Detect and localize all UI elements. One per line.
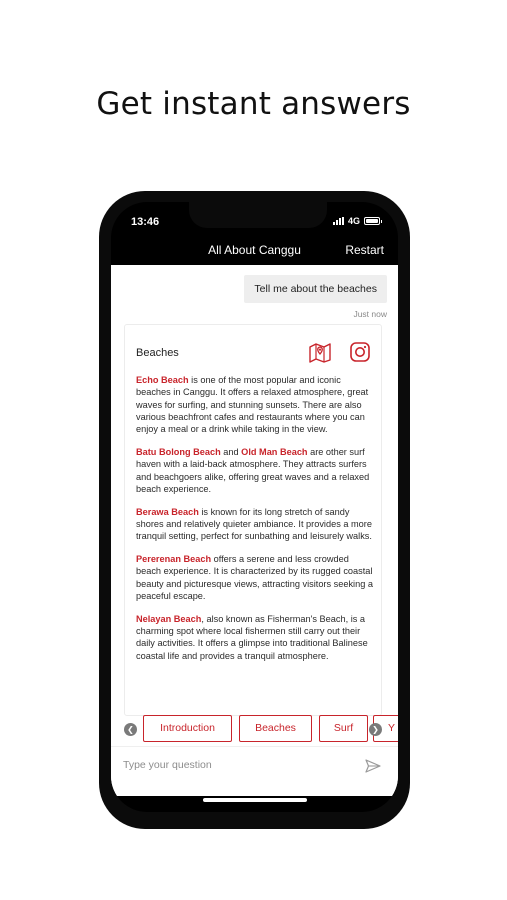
nav-title: All About Canggu (208, 243, 301, 257)
beach-name: Batu Bolong Beach (136, 446, 221, 457)
user-message-bubble: Tell me about the beaches (244, 275, 387, 303)
phone-screen (111, 202, 398, 812)
message-timestamp: Just now (353, 309, 387, 319)
battery-icon (364, 217, 380, 225)
answer-paragraphs (136, 374, 374, 672)
network-label: 4G (347, 216, 360, 226)
phone-frame (99, 191, 410, 829)
status-indicators (333, 216, 380, 226)
answer-paragraph (136, 506, 374, 543)
instagram-icon[interactable] (349, 341, 371, 363)
chip-partial[interactable]: Y (373, 715, 398, 742)
map-icon[interactable] (308, 341, 332, 363)
answer-paragraph (136, 553, 374, 602)
chip-surf[interactable]: Surf (319, 715, 368, 742)
suggestion-chips (111, 714, 398, 744)
beach-name: Echo Beach (136, 375, 189, 385)
beach-name: Old Man Beach (241, 446, 308, 457)
paragraph-text: is known for its long stretch of sandy shores and relatively quieter ambiance. It provides a more tranquil setting, perfect for sunbathing and leisurely walks. (136, 506, 372, 542)
paragraph-text: is one of the most popular and iconic beaches in Canggu. It offers a relaxed atmosphere, great waves for surfing, and stunning sunsets. There are also various beachfront cafes and restaurants where you can enjoy a meal or a drink while taking in the view. (136, 375, 369, 435)
chips-scroll-left-icon[interactable]: ❮ (124, 723, 137, 736)
answer-paragraph (136, 613, 374, 662)
status-time: 13:46 (131, 216, 160, 228)
send-icon[interactable] (365, 759, 381, 773)
card-title: Beaches (136, 347, 179, 359)
page-headline: Get instant answers (96, 86, 411, 122)
beach-name: Nelayan Beach (136, 613, 202, 624)
paragraph-text: and (220, 446, 242, 457)
home-indicator (203, 798, 307, 802)
signal-icon (333, 217, 344, 225)
answer-paragraph (136, 374, 374, 435)
beach-name: Berawa Beach (136, 506, 199, 517)
chat-content[interactable] (111, 265, 398, 796)
paragraph-text: , also known as Fisherman's Beach, is a charming spot where local fishermen still carry out their daily activities. It offers a glimpse into traditional Balinese coastal life and provides a tranquil atmosphere. (136, 613, 368, 661)
input-bar (111, 746, 398, 796)
answer-paragraph (136, 446, 374, 495)
chips-scroll-right-icon[interactable]: ❯ (369, 723, 382, 736)
answer-card (124, 324, 382, 716)
beach-name: Pererenan Beach (136, 554, 212, 565)
phone-notch (189, 202, 327, 228)
chip-introduction[interactable]: Introduction (143, 715, 232, 742)
question-input[interactable] (123, 756, 353, 774)
paragraph-text: are other surf haven with a laid-back atmosphere. They attracts surfers and beachgoers alike, offering great waves and a relaxed beach experience. (136, 446, 370, 494)
chip-beaches[interactable]: Beaches (239, 715, 312, 742)
restart-button[interactable]: Restart (345, 243, 384, 257)
paragraph-text: offers a serene and less crowded beach experience. It is characterized by its rugged coastal beauty and picturesque views, attracting visitors seeking a peaceful escape. (136, 554, 373, 601)
